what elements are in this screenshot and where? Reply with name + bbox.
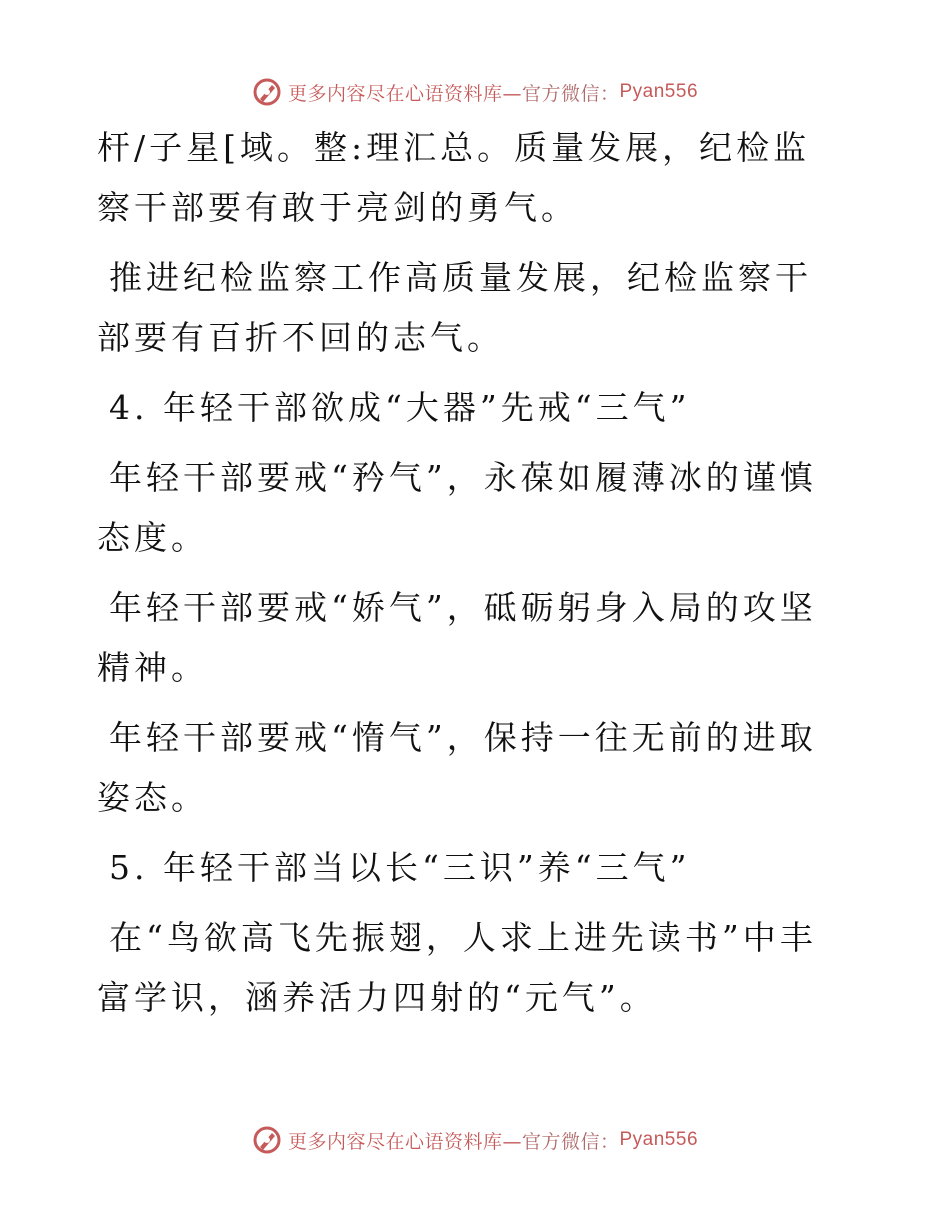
pen-logo-icon	[252, 77, 282, 107]
pen-logo-icon	[252, 1125, 282, 1155]
paragraph-6: 在“鸟欲高飞先振翅，人求上进先读书”中丰富学识，涵养活力四射的“元气”。	[97, 918, 817, 1017]
watermark-text: 更多内容尽在心语资料库—	[287, 1130, 522, 1153]
watermark-wechat-id: Pyan556	[619, 81, 699, 102]
paragraph-4: 年轻干部要戒“娇气”，砥砺躬身入局的攻坚精神。	[97, 588, 817, 687]
paragraph-3: 年轻干部要戒“矜气”，永葆如履薄冰的谨慎态度。	[97, 458, 817, 557]
paragraph-1: 杆/子星[域。整:理汇总。质量发展，纪检监察干部要有敢于亮剑的勇气。	[97, 128, 811, 227]
watermark-wechat-label: 官方微信：	[521, 82, 620, 105]
watermark-text: 更多内容尽在心语资料库—	[287, 82, 522, 105]
paragraph-2: 推进纪检监察工作高质量发展，纪检监察干部要有百折不回的志气。	[97, 258, 812, 357]
section-heading-4: 4. 年轻干部欲成“大器”先戒“三气”	[109, 388, 691, 427]
watermark-wechat-id: Pyan556	[619, 1129, 699, 1150]
watermark-wechat-label: 官方微信：	[521, 1130, 620, 1153]
header-watermark	[0, 72, 950, 112]
footer-watermark	[0, 1120, 950, 1160]
document-body	[97, 118, 837, 1038]
paragraph-5: 年轻干部要戒“惰气”，保持一往无前的进取姿态。	[97, 718, 817, 817]
section-heading-5: 5. 年轻干部当以长“三识”养“三气”	[109, 848, 691, 887]
